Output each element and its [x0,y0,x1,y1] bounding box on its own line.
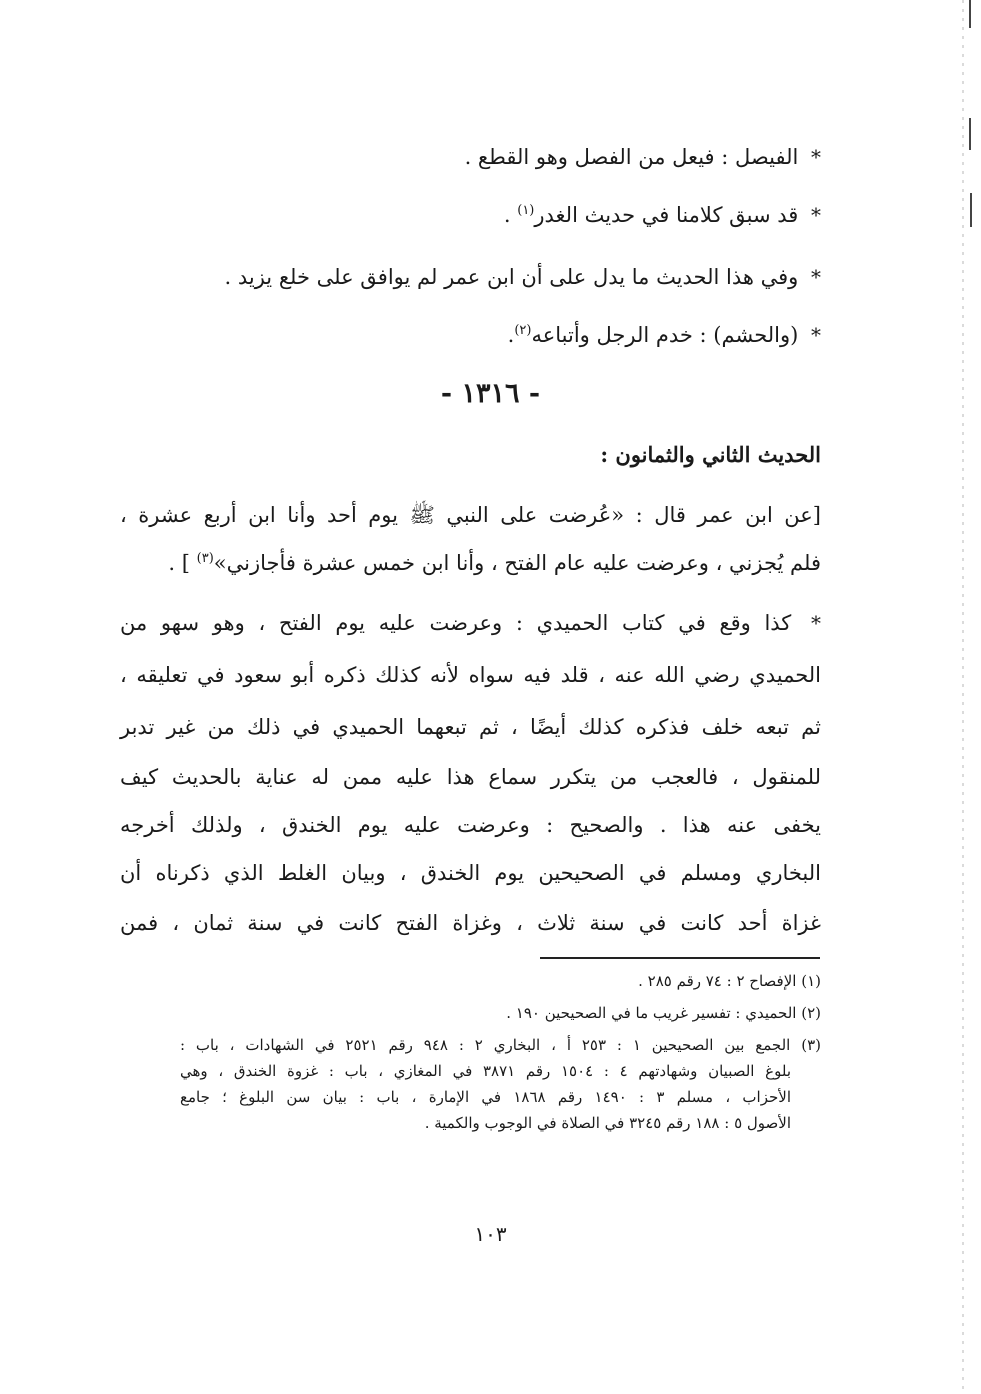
hadith-close: ] . [168,551,197,575]
footnote-1: (١) الإفصاح ٢ : ٧٤ رقم ٢٨٥ . [638,972,821,990]
bullet-line [504,198,821,232]
scan-edge-artifact [962,0,964,1394]
commentary-text: كذا وقع في كتاب الحميدي : وعرضت عليه يوم الفتح ، وهو سهو من [120,611,792,635]
commentary-line: غزاة أحد كانت في سنة ثلاث ، وغزاة الفتح كانت في سنة ثمان ، فمن [120,911,821,935]
line-tail: . [507,323,515,347]
bullet-star: * [811,145,821,169]
footnote-ref[interactable]: (١) [517,203,535,218]
commentary-line: البخاري ومسلم في الصحيحين يوم الخندق ، وبيان الغلط الذي ذكرناه أن [120,861,821,885]
bullet-star: * [811,203,821,227]
commentary-line: ثم تبعه خلف فذكره كذلك أيضًا ، ثم تبعهما الحميدي في ذلك من غير تدبر [120,715,821,739]
bullet-text: الفيصل : فيعل من الفصل وهو القطع . [464,145,799,169]
footnote-3-continued: الأصول ٥ : ١٨٨ رقم ٣٢٤٥ في الصلاة في الوجوب والكمية . [424,1114,791,1132]
footnote-3-continued: الأحزاب ، مسلم ٣ : ١٤٩٠ رقم ١٨٦٨ في الإمارة ، باب : بيان سن البلوغ ؛ جامع [180,1088,791,1106]
bullet-star: * [811,611,821,635]
hadith-line: [عن ابن عمر قال : «عُرضت على النبي ﷺ يوم أحد وأنا ابن أربع عشرة ، [120,503,821,527]
scan-mark [969,0,971,28]
bullet-star: * [811,323,821,347]
section-number: - ١٣١٦ - [440,378,541,409]
hadith-title: الحديث الثاني والثمانون : [600,442,821,467]
bullet-text: (والحشم) : خدم الرجل وأتباعه [531,323,799,347]
footnote-ref[interactable]: (٣) [196,551,214,566]
bullet-line [465,140,821,174]
hadith-line [168,546,821,580]
page-number: ١٠٣ [474,1222,507,1246]
line-tail: . [503,203,518,227]
bullet-text: وفي هذا الحديث ما يدل على أن ابن عمر لم يوافق على خلع يزيد . [224,265,799,289]
bullet-line [508,318,821,352]
footnote-3: (٣) الجمع بين الصحيحين ١ : ٢٥٣ أ ، البخاري ٢ : ٩٤٨ رقم ٢٥٢١ في الشهادات ، باب : [180,1036,821,1054]
commentary-line: للمنقول ، فالعجب من يتكرر سماع هذا عليه ممن له عناية بالحديث كيف [120,765,821,789]
footnote-separator [540,957,820,959]
footnote-2: (٢) الحميدي : تفسير غريب ما في الصحيحين ١٩٠ . [506,1004,821,1022]
hadith-text: فلم يُجزني ، وعرضت عليه عام الفتح ، وأنا ابن خمس عشرة فأجازني» [213,551,821,575]
commentary-line: يخفى عنه هذا . والصحيح : وعرضت عليه يوم الخندق ، ولذلك أخرجه [120,813,821,837]
footnote-3-continued: بلوغ الصبيان وشهادتهم ٤ : ١٥٠٤ رقم ٣٨٧١ في المغازي ، باب : غزوة الخندق ، وهي [180,1062,791,1080]
bullet-text: قد سبق كلامنا في حديث الغدر [534,203,799,227]
commentary-line: الحميدي رضي الله عنه ، قلد فيه سواه لأنه كذلك ذكره أبو سعود في تعليقه ، [120,663,821,687]
scan-mark [969,118,971,150]
footnote-ref[interactable]: (٢) [514,323,532,338]
commentary-line [120,606,821,640]
bullet-line [225,260,822,294]
scan-mark [970,193,972,227]
bullet-star: * [811,265,821,289]
